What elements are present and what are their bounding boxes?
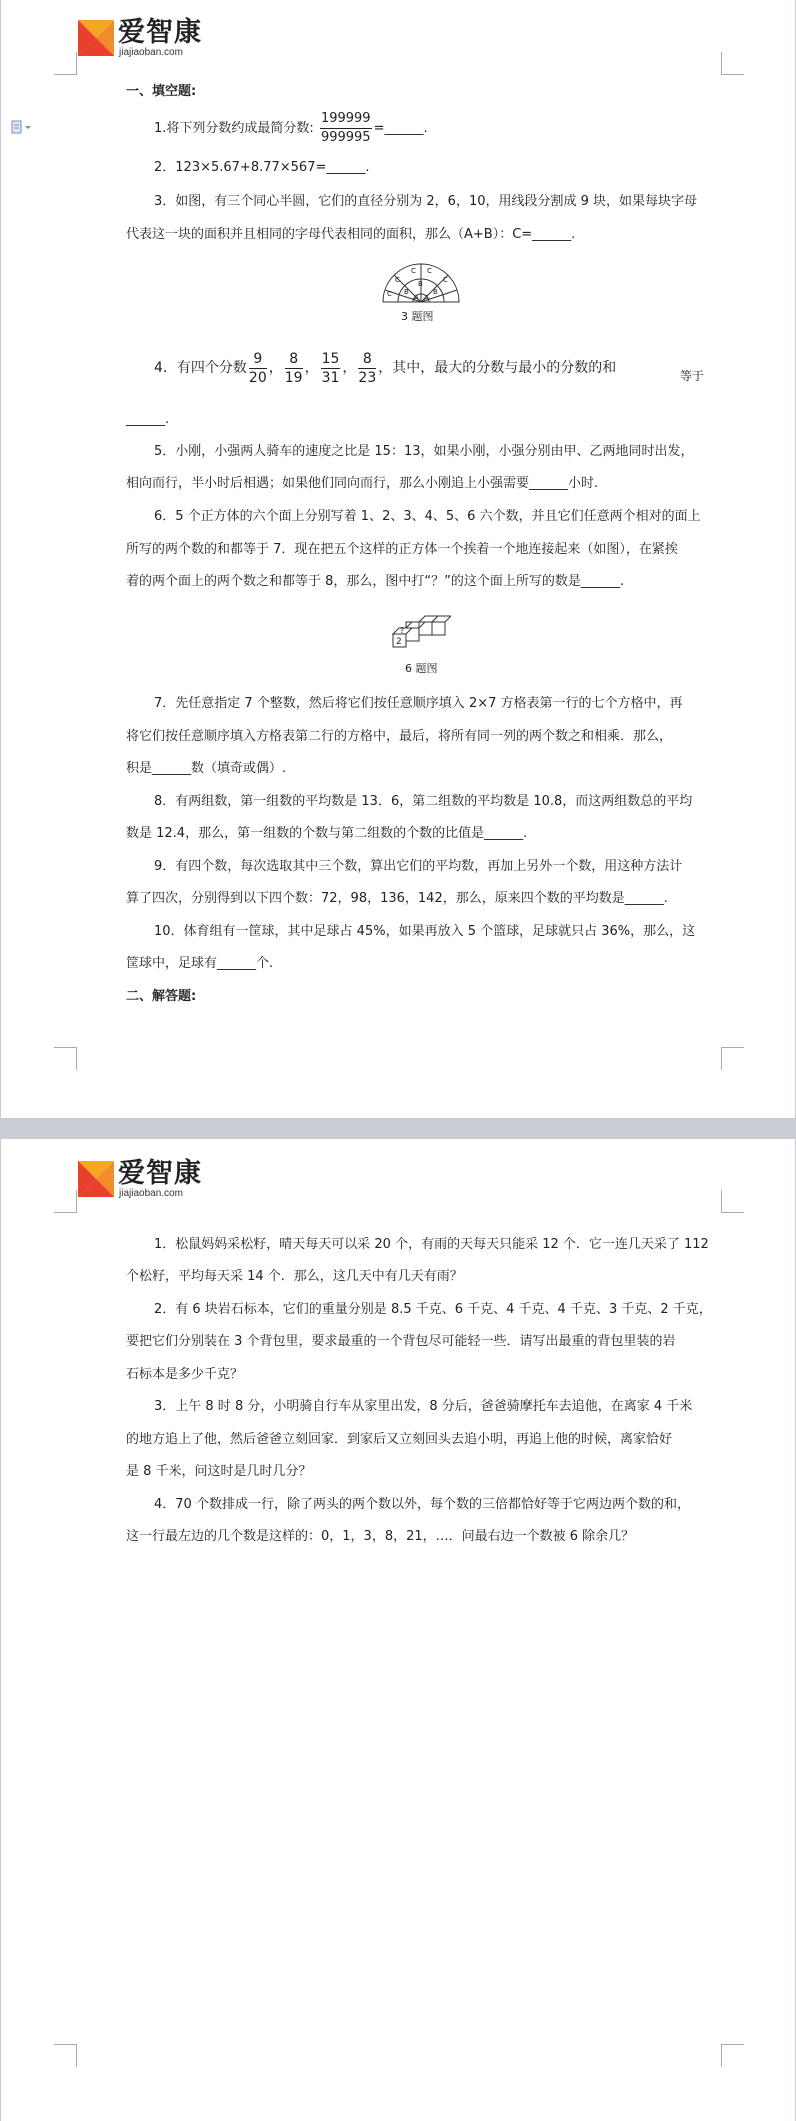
figure-3-label: A <box>414 294 419 302</box>
question-6-line-3: 着的两个面上的两个数之和都等于 8，那么，图中打“？”的这个面上所写的数是______. <box>126 574 625 589</box>
crop-mark <box>54 52 77 75</box>
crop-mark <box>721 1190 744 1213</box>
crop-mark <box>721 2044 744 2067</box>
problem-1-line-2: 个松籽，平均每天采 14 个．那么，这几天中有几天有雨？ <box>126 1269 463 1284</box>
question-4-fraction <box>321 350 341 387</box>
figure-3-semicircles <box>381 262 461 304</box>
question-7-line-3: 积是______数（填奇或偶）. <box>126 761 287 776</box>
figure-3-label: B <box>433 288 438 296</box>
problem-3-line-1: 3．上午 8 时 8 分，小明骑自行车从家里出发，8 分后，爸爸骑摩托车去追他，在离家 4 千米 <box>154 1399 693 1414</box>
brand-logo <box>78 1159 228 1199</box>
question-5-line-2: 相向而行，半小时后相遇；如果他们同向而行，那么小刚追上小强需要______小时. <box>126 476 599 491</box>
question-7-line-2: 将它们按任意顺序填入方格表第二行的方格中，最后，将所有同一列的两个数之和相乘．那么， <box>126 729 673 744</box>
figure-6-question-mark: ? <box>400 626 405 635</box>
question-4: 4．有四个分数 $\frac{9}{20}$ ， $\frac{8}{19}$ ， $\frac{15}{31}$ ， $\frac{8}{23}$ ，其中，最大的分数与最小的分数的和 等于 <box>154 348 721 392</box>
problem-3-line-3: 是 8 千米，问这时是几时几分？ <box>126 1464 312 1479</box>
figure-6-caption: 6 题图 <box>405 662 438 675</box>
figure-6-cubes <box>391 612 451 652</box>
figure-3-label: A <box>424 294 429 302</box>
brand-url: jiajiaoban.com <box>119 1188 183 1199</box>
figure-3-caption: 3 题图 <box>401 310 434 323</box>
crop-mark <box>54 1190 77 1213</box>
question-6-line-2: 所写的两个数的和都等于 7．现在把五个这样的正方体一个挨着一个地连接起来（如图），在紧挨 <box>126 542 678 557</box>
problem-2-line-1: 2．有 6 块岩石标本，它们的重量分别是 8.5 千克、6 千克、4 千克、4 千克、3 千克、2 千克， <box>154 1302 712 1317</box>
question-1-fraction <box>320 110 372 147</box>
brand-logo <box>78 18 228 58</box>
problem-4-line-2: 这一行最左边的几个数是这样的：0，1，3，8，21，…．问最右边一个数被 6 除余几？ <box>126 1529 635 1544</box>
crop-mark <box>54 2044 77 2067</box>
fraction-denominator: 19 <box>284 369 303 386</box>
question-4-text-2: ，其中，最大的分数与最小的分数的和 <box>378 360 617 376</box>
fraction-numerator: 9 <box>249 350 267 369</box>
question-1-text: 1.将下列分数约成最简分数: <box>154 121 314 136</box>
question-6-line-1: 6．5 个正方体的六个面上分别写着 1、2、3、4、5、6 六个数，并且它们任意两个相对的面上 <box>154 509 701 524</box>
figure-3-label: C <box>427 267 432 275</box>
fraction-numerator: 8 <box>285 350 303 369</box>
figure-6-label: 2 <box>396 637 402 647</box>
question-9-line-2: 算了四次，分别得到以下四个数：72，98，136，142，那么，原来四个数的平均数是______. <box>126 891 668 906</box>
question-8-line-2: 数是 12.4，那么，第一组数的个数与第二组数的个数的比值是______. <box>126 826 528 841</box>
question-1-blank: =______. <box>373 121 428 136</box>
question-5-line-1: 5．小刚，小强两人骑车的速度之比是 15：13，如果小刚，小强分别由甲、乙两地同时出发， <box>154 444 694 459</box>
question-4-fraction <box>249 350 267 387</box>
fraction-denominator: 999995 <box>320 130 371 145</box>
figure-3-label: B <box>418 280 423 288</box>
question-4-text: 4．有四个分数 <box>154 360 247 376</box>
page-gap <box>0 1118 796 1139</box>
section-title-fill-in: 一、填空题: <box>126 84 197 99</box>
question-4-tail: 等于 <box>680 369 705 383</box>
question-10-line-2: 筐球中，足球有______个. <box>126 956 274 971</box>
problem-4-line-1: 4．70 个数排成一行，除了两头的两个数以外，每个数的三倍都恰好等于它两边两个数的和， <box>154 1497 690 1512</box>
figure-3-label: C <box>443 276 448 284</box>
problem-2-line-3: 石标本是多少千克？ <box>126 1367 244 1382</box>
question-10-line-1: 10．体育组有一筐球，其中足球占 45%，如果再放入 5 个篮球，足球就只占 36%，那么，这 <box>154 924 696 939</box>
fraction-numerator: 15 <box>321 350 340 367</box>
document-icon[interactable] <box>11 120 33 134</box>
question-3-line-2: 代表这一块的面积并且相同的字母代表相同的面积，那么（A+B）：C=______. <box>126 227 576 242</box>
figure-3-label: C <box>411 267 416 275</box>
section-title-answer: 二、解答题: <box>126 989 197 1004</box>
brand-url: jiajiaoban.com <box>119 47 183 58</box>
question-7-line-1: 7．先任意指定 7 个整数，然后将它们按任意顺序填入 2×7 方格表第一行的七个方格中，再 <box>154 696 683 711</box>
fraction-numerator: 199999 <box>320 110 372 129</box>
page-2 <box>1 1139 795 2121</box>
brand-logo-icon <box>78 20 114 56</box>
figure-3-label: C <box>387 290 392 298</box>
fraction-denominator: 31 <box>321 369 340 386</box>
brand-name: 爱智康 <box>118 1158 202 1189</box>
page-1 <box>1 0 795 1118</box>
question-2: 2．123×5.67+8.77×567=______. <box>154 160 370 175</box>
crop-mark <box>721 1047 744 1070</box>
fraction-denominator: 23 <box>358 369 377 386</box>
fraction-numerator: 8 <box>358 350 376 369</box>
question-9-line-1: 9．有四个数，每次选取其中三个数，算出它们的平均数，再加上另外一个数，用这种方法计 <box>154 859 683 874</box>
question-4-fraction <box>285 350 303 387</box>
figure-3-label: B <box>404 288 409 296</box>
figure-3-label: C <box>395 276 400 284</box>
problem-2-line-2: 要把它们分别装在 3 个背包里，要求最重的一个背包尽可能轻一些．请写出最重的背包里装的岩 <box>126 1334 676 1349</box>
brand-logo-icon <box>78 1161 114 1197</box>
crop-mark <box>54 1047 77 1070</box>
question-8-line-1: 8．有两组数，第一组数的平均数是 13．6，第二组数的平均数是 10.8，而这两组数总的平均 <box>154 794 693 809</box>
problem-1-line-1: 1．松鼠妈妈采松籽，晴天每天可以采 20 个，有雨的天每天只能采 12 个．它一连几天采了 112 <box>154 1237 709 1252</box>
question-4-blank: ______. <box>126 412 170 427</box>
question-4-fraction <box>358 350 376 387</box>
question-3-line-1: 3．如图，有三个同心半圆，它们的直径分别为 2，6，10，用线段分割成 9 块，如果每块字母 <box>154 194 698 209</box>
problem-3-line-2: 的地方追上了他，然后爸爸立刻回家．到家后又立刻回头去追小明，再追上他的时候，离家恰好 <box>126 1432 673 1447</box>
fraction-denominator: 20 <box>248 369 267 386</box>
brand-name: 爱智康 <box>118 17 202 48</box>
crop-mark <box>721 52 744 75</box>
question-1 <box>154 110 721 150</box>
